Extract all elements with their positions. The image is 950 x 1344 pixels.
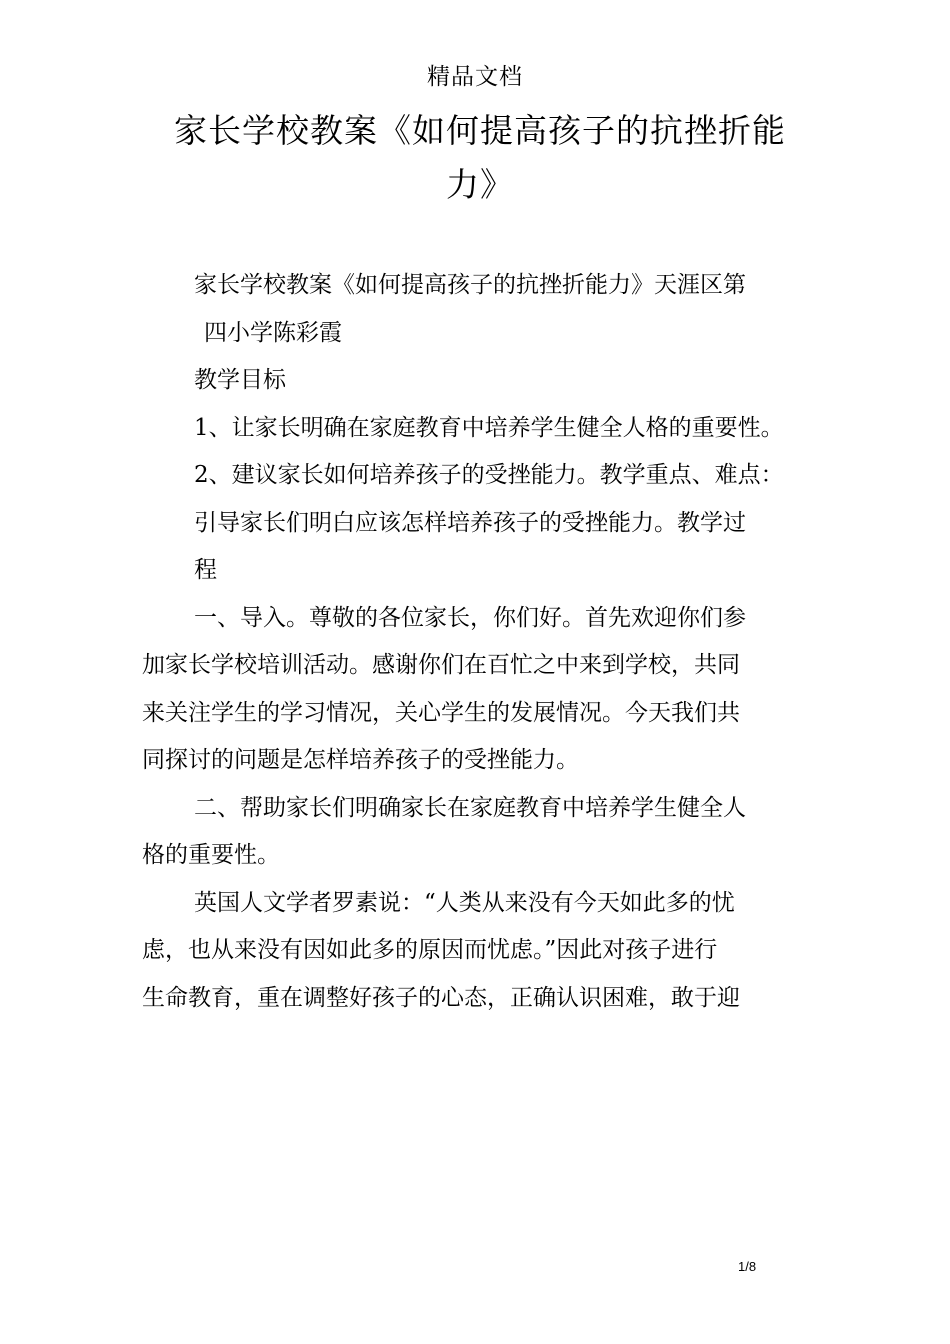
document-body: [142, 262, 842, 1022]
body-line: 英国人文学者罗素说：“人类从来没有今天如此多的忧: [194, 889, 735, 916]
body-line: 1、让家长明确在家庭教育中培养学生健全人格的重要性。: [194, 414, 784, 441]
body-line: 一、导入。尊敬的各位家长，你们好。首先欢迎你们参: [194, 604, 746, 631]
body-line: 虑，也从来没有因如此多的原因而忧虑。”因此对孩子进行: [142, 937, 718, 963]
body-line: 2、建议家长如何培养孩子的受挫能力。教学重点、难点：: [194, 462, 784, 488]
body-line: 二、帮助家长们明确家长在家庭教育中培养学生健全人: [194, 794, 746, 821]
body-line: 生命教育，重在调整好孩子的心态，正确认识困难，敢于迎: [142, 984, 740, 1011]
section-heading: 教学目标: [194, 367, 286, 393]
title-line-1: 家长学校教案《如何提高孩子的抗挫折能: [174, 111, 786, 150]
page-number: 1/8: [738, 1259, 757, 1274]
body-line: 四小学陈彩霞: [204, 319, 342, 346]
page-header: 精品文档: [427, 64, 523, 90]
body-line: 格的重要性。: [142, 842, 280, 868]
body-line: 加家长学校培训活动。感谢你们在百忙之中来到学校，共同: [142, 652, 740, 678]
title-line-2: 力》: [446, 165, 514, 204]
body-line: 家长学校教案《如何提高孩子的抗挫折能力》天涯区第: [194, 272, 746, 298]
body-line: 程: [194, 557, 217, 583]
document-title: [150, 104, 810, 212]
body-line: 同探讨的问题是怎样培养孩子的受挫能力。: [142, 747, 579, 773]
body-line: 引导家长们明白应该怎样培养孩子的受挫能力。教学过: [194, 509, 746, 536]
body-line: 来关注学生的学习情况，关心学生的发展情况。今天我们共: [142, 699, 740, 726]
